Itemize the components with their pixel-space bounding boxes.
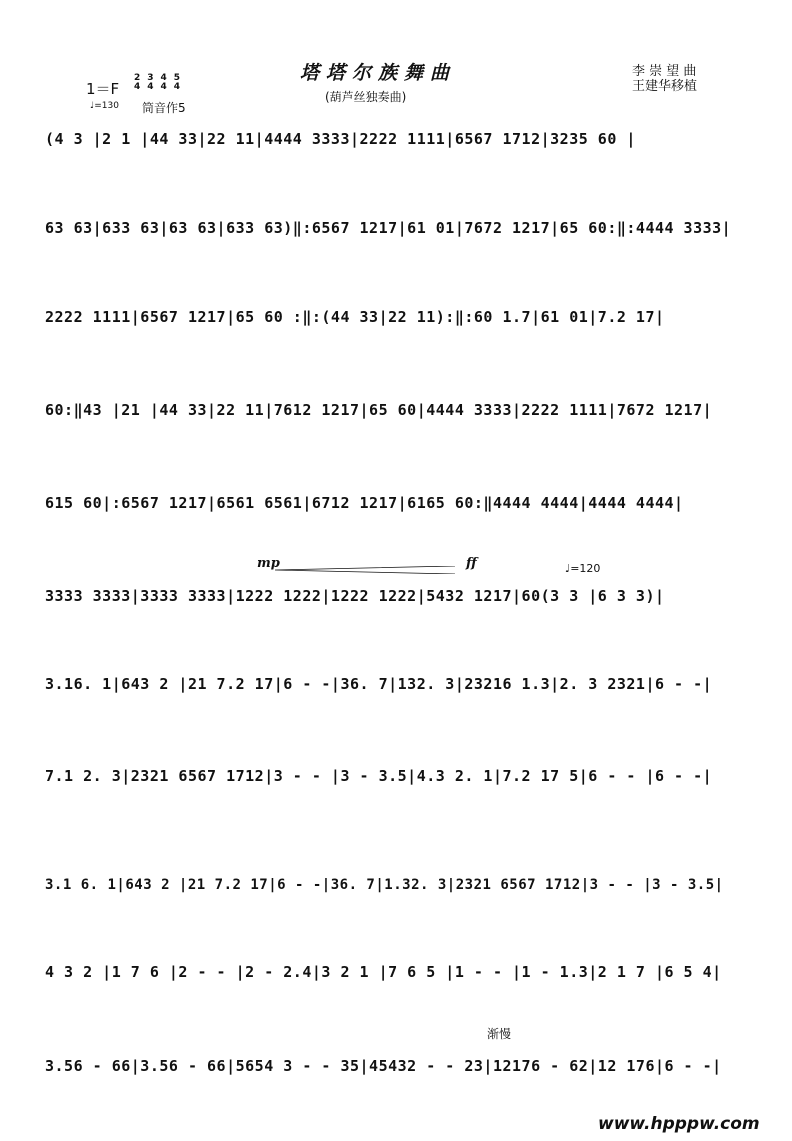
subtitle: (葫芦丝独奏曲)	[325, 90, 407, 104]
score-row-6	[45, 582, 745, 620]
notation-line: 3333 3333|3333 3333|1222 1222|1222 1222|5432 1217|60(3 3 |6 3 3)|	[45, 587, 665, 605]
notation-line: 615 60|:6567 1217|6561 6561|6712 1217|6165 60:‖4444 4444|4444 4444|	[45, 494, 684, 512]
meter-4: 5 4	[173, 73, 181, 92]
dynamic-mp: mp	[257, 556, 280, 571]
meter-3: 4 4	[160, 73, 167, 92]
meter-1: 2 4	[134, 73, 141, 92]
score-row-11	[45, 1052, 745, 1090]
time-signatures	[134, 74, 180, 92]
credits	[632, 64, 697, 94]
arranger: 王建华移植	[632, 79, 698, 94]
page-title: 塔塔尔族舞曲	[300, 62, 457, 84]
notation-line: 3.1 6. 1|643 2 |21 7.2 17|6 - -|36. 7|1.32. 3|2321 6567 1712|3 - - |3 - 3.5|	[45, 877, 724, 893]
ritardando-mark: 渐慢	[487, 1027, 512, 1041]
fingering-note: 筒音作5	[142, 101, 186, 115]
notation-line: (4 3 |2 1 |44 33|22 11|4444 3333|2222 1111|6567 1712|3235 60 |	[45, 130, 636, 148]
crescendo-hairpin	[275, 566, 455, 574]
notation-line: 3.16. 1|643 2 |21 7.2 17|6 - -|36. 7|132. 3|23216 1.3|2. 3 2321|6 - -|	[45, 675, 713, 693]
score-row-1	[45, 125, 745, 163]
score-row-10	[45, 958, 745, 996]
watermark: www.hpppw.com	[598, 1114, 760, 1134]
composer: 李 崇 望 曲	[632, 64, 697, 79]
notation-line: 2222 1111|6567 1217|65 60 :‖:(44 33|22 11):‖:60 1.7|61 01|7.2 17|	[45, 308, 665, 326]
notation-line: 4 3 2 |1 7 6 |2 - - |2 - 2.4|3 2 1 |7 6 5 |1 - - |1 - 1.3|2 1 7 |6 5 4|	[45, 963, 722, 981]
score-row-2	[45, 214, 745, 252]
score-row-4	[45, 396, 745, 434]
notation-line: 63 63|633 63|63 63|633 63)‖:6567 1217|61 01|7672 1217|65 60:‖:4444 3333|	[45, 219, 732, 237]
score-row-9	[45, 872, 745, 910]
key-signature: 1＝F	[86, 80, 120, 98]
notation-line: 7.1 2. 3|2321 6567 1712|3 - - |3 - 3.5|4.3 2. 1|7.2 17 5|6 - - |6 - -|	[45, 767, 713, 785]
dynamic-ff: ff	[466, 556, 477, 571]
score-row-8	[45, 762, 745, 800]
tempo-mark: ♩=130	[90, 101, 119, 111]
score-row-7	[45, 670, 745, 708]
tempo-change: ♩=120	[565, 562, 601, 575]
meter-2: 3 4	[147, 73, 154, 92]
notation-line: 60:‖43 |21 |44 33|22 11|7612 1217|65 60|4444 3333|2222 1111|7672 1217|	[45, 401, 713, 419]
score-row-5	[45, 489, 745, 527]
score-row-3	[45, 303, 745, 341]
notation-line: 3.56 - 66|3.56 - 66|5654 3 - - 35|45432 - - 23|12176 - 62|12 176|6 - -|	[45, 1057, 722, 1075]
